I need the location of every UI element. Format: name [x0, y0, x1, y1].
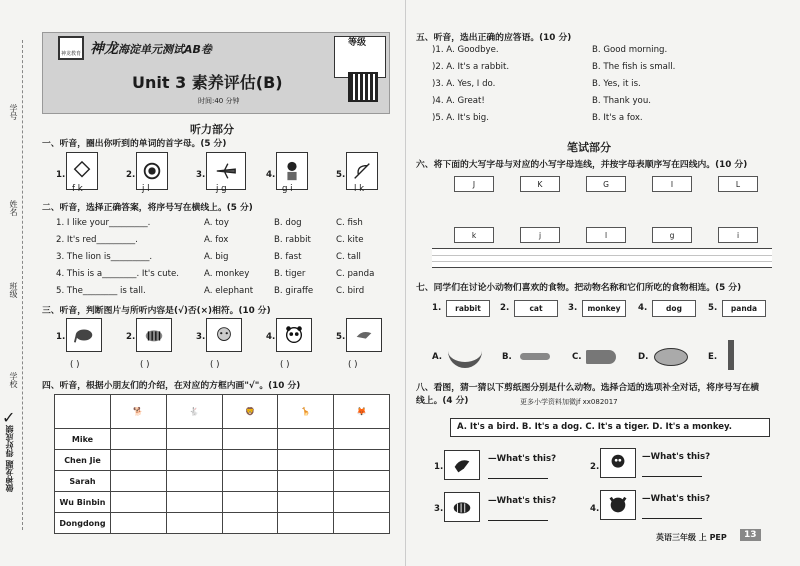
- q4-table: [54, 394, 390, 534]
- tiger-papercut-icon: [444, 492, 480, 522]
- q2-rows: [56, 218, 386, 303]
- q3-title: 三、听音，判断图片与所听内容是(√)否(×)相符。(10 分): [42, 306, 271, 316]
- q2-option-a: A. elephant: [204, 286, 254, 296]
- q2-option-a: A. monkey: [204, 269, 250, 279]
- animal-card: cat: [514, 300, 558, 317]
- q7-foods: [432, 344, 772, 372]
- brand-title: 海淀单元测试AB卷: [118, 43, 212, 56]
- student-name: Chen Jie: [55, 450, 111, 471]
- letter-card: j: [520, 227, 560, 243]
- brand-mark: 神龙: [90, 41, 118, 57]
- q1-options: f k: [72, 184, 83, 194]
- q8-question: —What's this?: [642, 452, 711, 462]
- q5-row: [432, 45, 772, 62]
- table-row: [55, 450, 390, 471]
- q2-option-b: B. rabbit: [274, 235, 311, 245]
- q3-picture: [66, 318, 102, 352]
- q2-option-b: B. giraffe: [274, 286, 314, 296]
- q3-answer-2[interactable]: ( ): [140, 360, 150, 370]
- food-label: B.: [502, 352, 512, 362]
- q1-number: 3.: [196, 170, 206, 180]
- q1-options: l k: [354, 184, 365, 194]
- q7-title: 七、同学们在讨论小动物们喜欢的食物。把动物名称和它们所吃的食物相连。(5 分): [416, 283, 742, 293]
- q5-option-a: )1. A. Goodbye.: [432, 45, 499, 55]
- q2-option-a: A. toy: [204, 218, 229, 228]
- q2-option-b: B. dog: [274, 218, 302, 228]
- footer-label: 英语三年级 上 PEP: [656, 533, 727, 542]
- food-label: C.: [572, 352, 582, 362]
- q2-option-c: C. kite: [336, 235, 364, 245]
- q2-row: [56, 252, 386, 269]
- animal-card: monkey: [582, 300, 626, 317]
- q5-row: [432, 96, 772, 113]
- q2-question: 1. I like your_________.: [56, 218, 151, 228]
- table-row: [55, 471, 390, 492]
- q2-option-b: B. tiger: [274, 269, 306, 279]
- q8-number: 2.: [590, 462, 600, 472]
- q3-number: 1.: [56, 332, 66, 342]
- letter-card: l: [586, 227, 626, 243]
- student-name: Dongdong: [55, 513, 111, 534]
- q3-answer-3[interactable]: ( ): [210, 360, 220, 370]
- q8-question: —What's this?: [488, 496, 557, 506]
- q2-option-c: C. fish: [336, 218, 363, 228]
- q7-animals: [432, 300, 772, 320]
- letter-card: G: [586, 176, 626, 192]
- writing-heading: 笔试部分: [567, 141, 611, 154]
- four-line-writing-area[interactable]: [432, 248, 772, 268]
- kite-icon: [71, 160, 93, 182]
- leaf-icon: [351, 160, 373, 182]
- q8-answer-line-2[interactable]: [642, 476, 702, 477]
- q5-row: [432, 113, 772, 130]
- q3-number: 3.: [196, 332, 206, 342]
- letter-card: g: [652, 227, 692, 243]
- food-label: D.: [638, 352, 649, 362]
- q5-option-b: B. It's a fox.: [592, 113, 643, 123]
- checkmark-icon: ✓: [2, 408, 16, 427]
- q5-option-b: B. The fish is small.: [592, 62, 676, 72]
- dog-icon: [213, 324, 235, 346]
- q7-number: 5.: [708, 303, 718, 313]
- letter-card: I: [652, 176, 692, 192]
- q8-answer-line-3[interactable]: [488, 520, 548, 521]
- q3-picture: [346, 318, 382, 352]
- q8-number: 4.: [590, 504, 600, 514]
- letter-card: k: [454, 227, 494, 243]
- q2-option-a: A. big: [204, 252, 229, 262]
- q7-number: 3.: [568, 303, 578, 313]
- q2-row: [56, 286, 386, 303]
- q1-options: j g: [216, 184, 227, 194]
- q4-title: 四、听音，根据小朋友们的介绍，在对应的方框内画"√"。(10 分): [42, 381, 301, 391]
- bamboo-icon: [728, 340, 734, 370]
- q5-title: 五、听音，选出正确的应答语。(10 分): [416, 33, 572, 43]
- bone-icon: [520, 353, 550, 360]
- carrot-icon: [586, 350, 616, 364]
- q2-title: 二、听音，选择正确答案，将序号写在横线上。(5 分): [42, 203, 253, 213]
- q2-question: 3. The lion is_________.: [56, 252, 153, 262]
- q7-number: 1.: [432, 303, 442, 313]
- q8-answer-line-4[interactable]: [642, 518, 702, 519]
- tiger-icon: [143, 324, 165, 346]
- q3-number: 2.: [126, 332, 136, 342]
- q8-options: A. It's a bird. B. It's a dog. C. It's a tiger. D. It's a monkey.: [450, 418, 770, 437]
- q5-option-b: B. Thank you.: [592, 96, 651, 106]
- q1-number: 1.: [56, 170, 66, 180]
- bird-papercut-icon: [444, 450, 480, 480]
- q2-question: 2. It's red_________.: [56, 235, 138, 245]
- q8-number: 3.: [434, 504, 444, 514]
- q5-row: [432, 62, 772, 79]
- panda-icon: [283, 324, 305, 346]
- student-name: Wu Binbin: [55, 492, 111, 513]
- table-row: [55, 513, 390, 534]
- q3-answer-1[interactable]: ( ): [70, 360, 80, 370]
- table-row: [55, 492, 390, 513]
- q2-option-a: A. fox: [204, 235, 229, 245]
- giraffe-icon: 🦒: [278, 395, 334, 429]
- elephant-icon: [73, 324, 95, 346]
- lion-icon: [141, 160, 163, 182]
- q5-option-a: )3. A. Yes, I do.: [432, 79, 496, 89]
- time-limit: 时间:40 分钟: [198, 97, 240, 105]
- q3-picture: [276, 318, 312, 352]
- q3-number: 5.: [336, 332, 346, 342]
- page-divider: [405, 0, 406, 566]
- letter-card: L: [718, 176, 758, 192]
- name-label: 姓名: [9, 200, 18, 216]
- q2-option-c: C. panda: [336, 269, 375, 279]
- q1-picture: [136, 152, 168, 190]
- student-name: Sarah: [55, 471, 111, 492]
- q5-option-a: )5. A. It's big.: [432, 113, 489, 123]
- q8-question: —What's this?: [488, 454, 557, 464]
- class-label: 班级: [9, 282, 18, 298]
- q8-number: 1.: [434, 462, 444, 472]
- animal-card: panda: [722, 300, 766, 317]
- listening-heading: 听力部分: [190, 123, 234, 136]
- q2-row: [56, 218, 386, 235]
- q2-option-c: C. tall: [336, 252, 361, 262]
- q2-question: 5. The________ is tall.: [56, 286, 146, 296]
- q8-answer-line-1[interactable]: [488, 478, 548, 479]
- student-name: Mike: [55, 429, 111, 450]
- student-id-label: 学号: [9, 104, 18, 120]
- rabbit-icon: 🐇: [166, 395, 222, 429]
- q4-header-row: [55, 395, 390, 429]
- q1-number: 4.: [266, 170, 276, 180]
- q1-number: 2.: [126, 170, 136, 180]
- q2-question: 4. This is a________. It's cute.: [56, 269, 179, 279]
- grade-label: 等级: [348, 38, 367, 48]
- q5-option-a: )4. A. Great!: [432, 96, 485, 106]
- food-label: E.: [708, 352, 718, 362]
- q5-row: [432, 79, 772, 96]
- q2-option-b: B. fast: [274, 252, 302, 262]
- dog-papercut-icon: [600, 490, 636, 520]
- q6-title: 六、将下面的大写字母与对应的小写字母连线，并按字母表顺序写在四线内。(10 分): [416, 160, 748, 170]
- q7-number: 2.: [500, 303, 510, 313]
- q1-number: 5.: [336, 170, 346, 180]
- letter-card: i: [718, 227, 758, 243]
- q5-option-a: )2. A. It's a rabbit.: [432, 62, 510, 72]
- letter-card: J: [454, 176, 494, 192]
- q8-question: —What's this?: [642, 494, 711, 504]
- q8-note: 更多小学资料加微jf xx082017: [520, 398, 618, 406]
- slogan: 做神龙题 得好成绩: [5, 425, 14, 492]
- q8-title: 八、看图，猜一猜以下剪纸图分别是什么动物。选择合适的选项补全对话，将序号写在横线上。(4 分): [416, 383, 760, 406]
- monkey-papercut-icon: [600, 448, 636, 478]
- dog-icon: 🐕: [111, 395, 167, 429]
- q1-title: 一、听音，圈出你听到的单词的首字母。(5 分): [42, 139, 227, 149]
- page-number: 13: [740, 529, 761, 541]
- q2-row: [56, 235, 386, 252]
- animal-card: dog: [652, 300, 696, 317]
- q5-rows: [432, 45, 772, 130]
- q3-picture: [206, 318, 242, 352]
- lion-icon: 🦁: [222, 395, 278, 429]
- fish-icon: [654, 348, 688, 366]
- q2-row: [56, 269, 386, 286]
- q3-answer-4[interactable]: ( ): [280, 360, 290, 370]
- q7-number: 4.: [638, 303, 648, 313]
- food-label: A.: [432, 352, 443, 362]
- table-row: [55, 429, 390, 450]
- fox-icon: 🦊: [334, 395, 390, 429]
- lowercase-row: [454, 227, 754, 247]
- animal-card: rabbit: [446, 300, 490, 317]
- q1-options: j l: [142, 184, 150, 194]
- logo-icon: 神龙教育: [58, 36, 84, 60]
- girl-icon: [281, 160, 303, 182]
- q5-option-b: B. Yes, it is.: [592, 79, 641, 89]
- q2-option-c: C. bird: [336, 286, 365, 296]
- bird-icon: [353, 324, 375, 346]
- q3-answer-5[interactable]: ( ): [348, 360, 358, 370]
- plane-icon: [215, 160, 237, 182]
- page-title: Unit 3 素养评估(B): [132, 73, 283, 92]
- binding-sidebar: [0, 0, 40, 566]
- q3-number: 4.: [266, 332, 276, 342]
- letter-card: K: [520, 176, 560, 192]
- school-label: 学校: [9, 372, 18, 388]
- q5-option-b: B. Good morning.: [592, 45, 668, 55]
- q3-picture: [136, 318, 172, 352]
- uppercase-row: [454, 176, 754, 196]
- q1-options: g i: [282, 184, 293, 194]
- banana-icon: [448, 346, 482, 368]
- qr-code-icon: [348, 72, 378, 102]
